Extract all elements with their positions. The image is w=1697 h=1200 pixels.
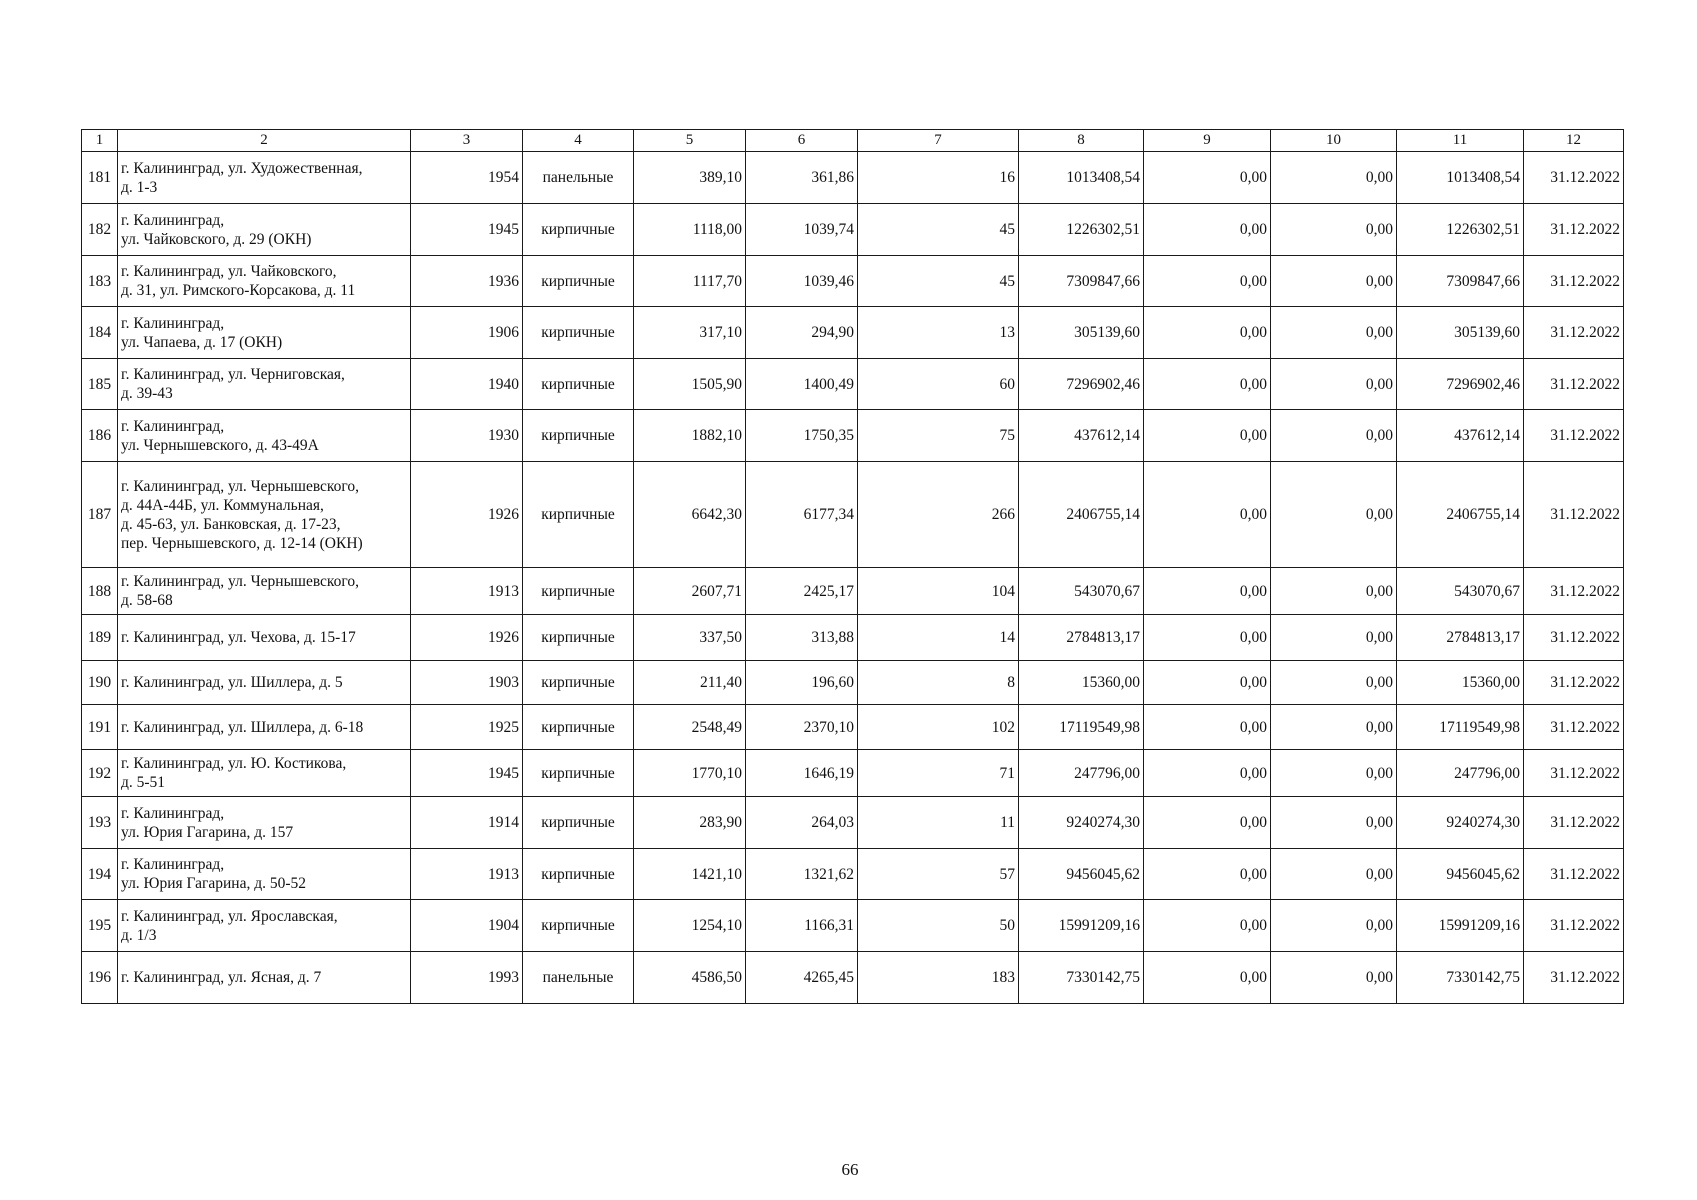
completion-date-cell: 31.12.2022 <box>1524 900 1624 952</box>
funding-column-11-cell: 15991209,16 <box>1397 900 1524 952</box>
row-number: 195 <box>82 900 118 952</box>
address-line: г. Калининград, ул. Чайковского, <box>121 263 337 280</box>
wall-material-cell: кирпичные <box>523 849 634 900</box>
address-line: д. 45-63, ул. Банковская, д. 17-23, <box>121 515 341 533</box>
total-area-cell: 4586,50 <box>634 952 746 1004</box>
address-cell <box>118 204 411 256</box>
funding-column-11-cell: 1013408,54 <box>1397 152 1524 204</box>
funding-column-11-cell: 1226302,51 <box>1397 204 1524 256</box>
total-area-cell: 337,50 <box>634 615 746 661</box>
total-cost-cell: 15360,00 <box>1019 661 1144 705</box>
address-line: д. 5-51 <box>121 774 166 791</box>
residents-cell: 16 <box>858 152 1019 204</box>
funding-column-9-cell: 0,00 <box>1144 410 1271 462</box>
funding-column-11-cell: 2406755,14 <box>1397 462 1524 568</box>
living-area-cell: 361,86 <box>746 152 858 204</box>
funding-column-9-cell: 0,00 <box>1144 750 1271 797</box>
total-area-cell: 1882,10 <box>634 410 746 462</box>
table-row <box>82 307 1624 359</box>
address-line: г. Калининград, <box>121 856 225 873</box>
build-year-cell: 1954 <box>411 152 523 204</box>
funding-column-10-cell: 0,00 <box>1271 359 1397 410</box>
table-row <box>82 952 1624 1004</box>
total-cost-cell: 305139,60 <box>1019 307 1144 359</box>
funding-column-9-cell: 0,00 <box>1144 797 1271 849</box>
total-area-cell: 1421,10 <box>634 849 746 900</box>
funding-column-9-cell: 0,00 <box>1144 705 1271 750</box>
address-line: г. Калининград, ул. Чехова, д. 15-17 <box>121 629 356 646</box>
completion-date-cell: 31.12.2022 <box>1524 615 1624 661</box>
build-year-cell: 1913 <box>411 849 523 900</box>
row-number: 182 <box>82 204 118 256</box>
address-cell <box>118 256 411 307</box>
wall-material-cell: кирпичные <box>523 705 634 750</box>
completion-date-cell: 31.12.2022 <box>1524 462 1624 568</box>
total-area-cell: 1254,10 <box>634 900 746 952</box>
funding-column-10-cell: 0,00 <box>1271 750 1397 797</box>
column-header-8: 8 <box>1019 130 1144 152</box>
wall-material-cell: кирпичные <box>523 797 634 849</box>
total-area-cell: 283,90 <box>634 797 746 849</box>
completion-date-cell: 31.12.2022 <box>1524 661 1624 705</box>
funding-column-11-cell: 437612,14 <box>1397 410 1524 462</box>
column-header-6: 6 <box>746 130 858 152</box>
funding-column-11-cell: 7330142,75 <box>1397 952 1524 1004</box>
living-area-cell: 1039,74 <box>746 204 858 256</box>
address-line: д. 39-43 <box>121 385 173 402</box>
build-year-cell: 1925 <box>411 705 523 750</box>
total-cost-cell: 7309847,66 <box>1019 256 1144 307</box>
funding-column-10-cell: 0,00 <box>1271 797 1397 849</box>
total-cost-cell: 2784813,17 <box>1019 615 1144 661</box>
living-area-cell: 4265,45 <box>746 952 858 1004</box>
total-area-cell: 2607,71 <box>634 568 746 615</box>
row-number: 187 <box>82 462 118 568</box>
wall-material-cell: кирпичные <box>523 359 634 410</box>
residents-cell: 60 <box>858 359 1019 410</box>
funding-column-9-cell: 0,00 <box>1144 256 1271 307</box>
funding-column-11-cell: 247796,00 <box>1397 750 1524 797</box>
row-number: 185 <box>82 359 118 410</box>
column-header-7: 7 <box>858 130 1019 152</box>
column-header-10: 10 <box>1271 130 1397 152</box>
total-area-cell: 389,10 <box>634 152 746 204</box>
wall-material-cell: кирпичные <box>523 256 634 307</box>
funding-column-9-cell: 0,00 <box>1144 900 1271 952</box>
address-line: д. 1/3 <box>121 926 157 944</box>
column-header-2: 2 <box>118 130 411 152</box>
funding-column-10-cell: 0,00 <box>1271 849 1397 900</box>
address-line: г. Калининград, ул. Ю. Костикова, <box>121 755 347 772</box>
row-number: 192 <box>82 750 118 797</box>
table-row <box>82 849 1624 900</box>
living-area-cell: 313,88 <box>746 615 858 661</box>
residents-cell: 104 <box>858 568 1019 615</box>
address-cell <box>118 661 411 705</box>
total-cost-cell: 247796,00 <box>1019 750 1144 797</box>
total-area-cell: 1118,00 <box>634 204 746 256</box>
row-number: 183 <box>82 256 118 307</box>
funding-column-9-cell: 0,00 <box>1144 849 1271 900</box>
build-year-cell: 1926 <box>411 462 523 568</box>
address-line: г. Калининград, ул. Чернышевского, <box>121 477 360 495</box>
residents-cell: 14 <box>858 615 1019 661</box>
address-line: пер. Чернышевского, д. 12-14 (ОКН) <box>121 534 363 552</box>
funding-column-10-cell: 0,00 <box>1271 307 1397 359</box>
wall-material-cell: кирпичные <box>523 900 634 952</box>
row-number: 186 <box>82 410 118 462</box>
build-year-cell: 1930 <box>411 410 523 462</box>
table-row <box>82 462 1624 568</box>
row-number: 190 <box>82 661 118 705</box>
row-number: 181 <box>82 152 118 204</box>
total-cost-cell: 15991209,16 <box>1019 900 1144 952</box>
living-area-cell: 2425,17 <box>746 568 858 615</box>
build-year-cell: 1926 <box>411 615 523 661</box>
funding-column-11-cell: 2784813,17 <box>1397 615 1524 661</box>
funding-column-11-cell: 9456045,62 <box>1397 849 1524 900</box>
address-cell <box>118 152 411 204</box>
completion-date-cell: 31.12.2022 <box>1524 568 1624 615</box>
living-area-cell: 196,60 <box>746 661 858 705</box>
row-number: 196 <box>82 952 118 1004</box>
completion-date-cell: 31.12.2022 <box>1524 705 1624 750</box>
address-line: д. 1-3 <box>121 178 158 196</box>
table-row <box>82 900 1624 952</box>
address-cell <box>118 307 411 359</box>
address-cell <box>118 797 411 849</box>
total-area-cell: 1505,90 <box>634 359 746 410</box>
funding-column-10-cell: 0,00 <box>1271 256 1397 307</box>
completion-date-cell: 31.12.2022 <box>1524 152 1624 204</box>
funding-column-11-cell: 543070,67 <box>1397 568 1524 615</box>
total-cost-cell: 1226302,51 <box>1019 204 1144 256</box>
funding-column-10-cell: 0,00 <box>1271 204 1397 256</box>
address-line: ул. Чапаева, д. 17 (ОКН) <box>121 333 283 351</box>
funding-column-10-cell: 0,00 <box>1271 568 1397 615</box>
address-line: ул. Юрия Гагарина, д. 157 <box>121 823 294 841</box>
living-area-cell: 6177,34 <box>746 462 858 568</box>
column-header-11: 11 <box>1397 130 1524 152</box>
living-area-cell: 264,03 <box>746 797 858 849</box>
table-row <box>82 750 1624 797</box>
table-row <box>82 615 1624 661</box>
funding-column-9-cell: 0,00 <box>1144 615 1271 661</box>
wall-material-cell: кирпичные <box>523 410 634 462</box>
build-year-cell: 1945 <box>411 750 523 797</box>
funding-column-9-cell: 0,00 <box>1144 204 1271 256</box>
funding-column-10-cell: 0,00 <box>1271 900 1397 952</box>
table-row <box>82 705 1624 750</box>
address-cell <box>118 952 411 1004</box>
completion-date-cell: 31.12.2022 <box>1524 204 1624 256</box>
funding-column-10-cell: 0,00 <box>1271 462 1397 568</box>
funding-column-9-cell: 0,00 <box>1144 568 1271 615</box>
row-number: 193 <box>82 797 118 849</box>
housing-registry-table <box>81 129 1624 1004</box>
residents-cell: 102 <box>858 705 1019 750</box>
wall-material-cell: кирпичные <box>523 462 634 568</box>
row-number: 184 <box>82 307 118 359</box>
row-number: 189 <box>82 615 118 661</box>
wall-material-cell: кирпичные <box>523 307 634 359</box>
funding-column-11-cell: 9240274,30 <box>1397 797 1524 849</box>
wall-material-cell: кирпичные <box>523 615 634 661</box>
address-line: ул. Чернышевского, д. 43-49А <box>121 436 319 454</box>
column-header-4: 4 <box>523 130 634 152</box>
build-year-cell: 1940 <box>411 359 523 410</box>
row-number: 188 <box>82 568 118 615</box>
build-year-cell: 1945 <box>411 204 523 256</box>
address-line: ул. Чайковского, д. 29 (ОКН) <box>121 230 312 248</box>
address-cell <box>118 568 411 615</box>
residents-cell: 71 <box>858 750 1019 797</box>
wall-material-cell: кирпичные <box>523 568 634 615</box>
address-cell <box>118 359 411 410</box>
total-area-cell: 2548,49 <box>634 705 746 750</box>
living-area-cell: 1321,62 <box>746 849 858 900</box>
row-number: 191 <box>82 705 118 750</box>
total-area-cell: 6642,30 <box>634 462 746 568</box>
completion-date-cell: 31.12.2022 <box>1524 410 1624 462</box>
wall-material-cell: панельные <box>523 152 634 204</box>
funding-column-9-cell: 0,00 <box>1144 952 1271 1004</box>
residents-cell: 45 <box>858 204 1019 256</box>
funding-column-10-cell: 0,00 <box>1271 152 1397 204</box>
funding-column-9-cell: 0,00 <box>1144 152 1271 204</box>
residents-cell: 266 <box>858 462 1019 568</box>
funding-column-9-cell: 0,00 <box>1144 661 1271 705</box>
total-area-cell: 317,10 <box>634 307 746 359</box>
living-area-cell: 1039,46 <box>746 256 858 307</box>
funding-column-10-cell: 0,00 <box>1271 705 1397 750</box>
address-cell <box>118 705 411 750</box>
funding-column-11-cell: 7296902,46 <box>1397 359 1524 410</box>
living-area-cell: 2370,10 <box>746 705 858 750</box>
address-line: г. Калининград, <box>121 417 225 435</box>
address-line: г. Калининград, ул. Чернышевского, <box>121 573 360 590</box>
completion-date-cell: 31.12.2022 <box>1524 750 1624 797</box>
address-line: г. Калининград, <box>121 211 225 229</box>
address-cell <box>118 849 411 900</box>
total-cost-cell: 9456045,62 <box>1019 849 1144 900</box>
address-line: д. 58-68 <box>121 592 173 609</box>
residents-cell: 13 <box>858 307 1019 359</box>
table-body <box>82 152 1624 1004</box>
funding-column-9-cell: 0,00 <box>1144 307 1271 359</box>
total-area-cell: 1770,10 <box>634 750 746 797</box>
total-cost-cell: 9240274,30 <box>1019 797 1144 849</box>
living-area-cell: 1166,31 <box>746 900 858 952</box>
build-year-cell: 1903 <box>411 661 523 705</box>
table-row <box>82 797 1624 849</box>
completion-date-cell: 31.12.2022 <box>1524 952 1624 1004</box>
address-line: г. Калининград, <box>121 314 225 332</box>
table-row <box>82 204 1624 256</box>
completion-date-cell: 31.12.2022 <box>1524 359 1624 410</box>
wall-material-cell: кирпичные <box>523 204 634 256</box>
address-cell <box>118 462 411 568</box>
total-cost-cell: 2406755,14 <box>1019 462 1144 568</box>
living-area-cell: 1400,49 <box>746 359 858 410</box>
address-line: д. 31, ул. Римского-Корсакова, д. 11 <box>121 282 356 299</box>
build-year-cell: 1906 <box>411 307 523 359</box>
address-line: г. Калининград, <box>121 804 225 822</box>
column-header-3: 3 <box>411 130 523 152</box>
residents-cell: 75 <box>858 410 1019 462</box>
residents-cell: 45 <box>858 256 1019 307</box>
column-header-1: 1 <box>82 130 118 152</box>
address-cell <box>118 410 411 462</box>
address-line: д. 44А-44Б, ул. Коммунальная, <box>121 496 324 514</box>
total-cost-cell: 7296902,46 <box>1019 359 1144 410</box>
build-year-cell: 1913 <box>411 568 523 615</box>
build-year-cell: 1914 <box>411 797 523 849</box>
total-cost-cell: 437612,14 <box>1019 410 1144 462</box>
table-row <box>82 410 1624 462</box>
address-line: г. Калининград, ул. Шиллера, д. 5 <box>121 674 343 691</box>
total-cost-cell: 1013408,54 <box>1019 152 1144 204</box>
completion-date-cell: 31.12.2022 <box>1524 797 1624 849</box>
completion-date-cell: 31.12.2022 <box>1524 256 1624 307</box>
residents-cell: 183 <box>858 952 1019 1004</box>
table-row <box>82 568 1624 615</box>
table-row <box>82 661 1624 705</box>
address-cell <box>118 750 411 797</box>
funding-column-10-cell: 0,00 <box>1271 615 1397 661</box>
living-area-cell: 1750,35 <box>746 410 858 462</box>
column-header-5: 5 <box>634 130 746 152</box>
table-row <box>82 359 1624 410</box>
living-area-cell: 1646,19 <box>746 750 858 797</box>
total-cost-cell: 7330142,75 <box>1019 952 1144 1004</box>
wall-material-cell: панельные <box>523 952 634 1004</box>
row-number: 194 <box>82 849 118 900</box>
completion-date-cell: 31.12.2022 <box>1524 849 1624 900</box>
document-page <box>81 129 1623 1004</box>
funding-column-11-cell: 17119549,98 <box>1397 705 1524 750</box>
completion-date-cell: 31.12.2022 <box>1524 307 1624 359</box>
residents-cell: 8 <box>858 661 1019 705</box>
table-row <box>82 256 1624 307</box>
table-header <box>82 130 1624 152</box>
living-area-cell: 294,90 <box>746 307 858 359</box>
funding-column-11-cell: 15360,00 <box>1397 661 1524 705</box>
page-number: 66 <box>841 1160 859 1179</box>
address-line: г. Калининград, ул. Ярославская, <box>121 907 338 925</box>
address-line: ул. Юрия Гагарина, д. 50-52 <box>121 875 306 892</box>
build-year-cell: 1936 <box>411 256 523 307</box>
address-line: г. Калининград, ул. Ясная, д. 7 <box>121 969 322 986</box>
address-cell <box>118 615 411 661</box>
address-line: г. Калининград, ул. Черниговская, <box>121 366 345 383</box>
total-cost-cell: 543070,67 <box>1019 568 1144 615</box>
wall-material-cell: кирпичные <box>523 661 634 705</box>
wall-material-cell: кирпичные <box>523 750 634 797</box>
funding-column-10-cell: 0,00 <box>1271 410 1397 462</box>
funding-column-10-cell: 0,00 <box>1271 661 1397 705</box>
column-header-9: 9 <box>1144 130 1271 152</box>
residents-cell: 57 <box>858 849 1019 900</box>
funding-column-9-cell: 0,00 <box>1144 359 1271 410</box>
address-line: г. Калининград, ул. Шиллера, д. 6-18 <box>121 718 364 736</box>
residents-cell: 11 <box>858 797 1019 849</box>
column-number-row <box>82 130 1624 152</box>
total-area-cell: 1117,70 <box>634 256 746 307</box>
table-row <box>82 152 1624 204</box>
build-year-cell: 1993 <box>411 952 523 1004</box>
funding-column-9-cell: 0,00 <box>1144 462 1271 568</box>
residents-cell: 50 <box>858 900 1019 952</box>
funding-column-11-cell: 305139,60 <box>1397 307 1524 359</box>
address-cell <box>118 900 411 952</box>
funding-column-11-cell: 7309847,66 <box>1397 256 1524 307</box>
funding-column-10-cell: 0,00 <box>1271 952 1397 1004</box>
total-area-cell: 211,40 <box>634 661 746 705</box>
build-year-cell: 1904 <box>411 900 523 952</box>
address-line: г. Калининград, ул. Художественная, <box>121 159 363 177</box>
column-header-12: 12 <box>1524 130 1624 152</box>
total-cost-cell: 17119549,98 <box>1019 705 1144 750</box>
